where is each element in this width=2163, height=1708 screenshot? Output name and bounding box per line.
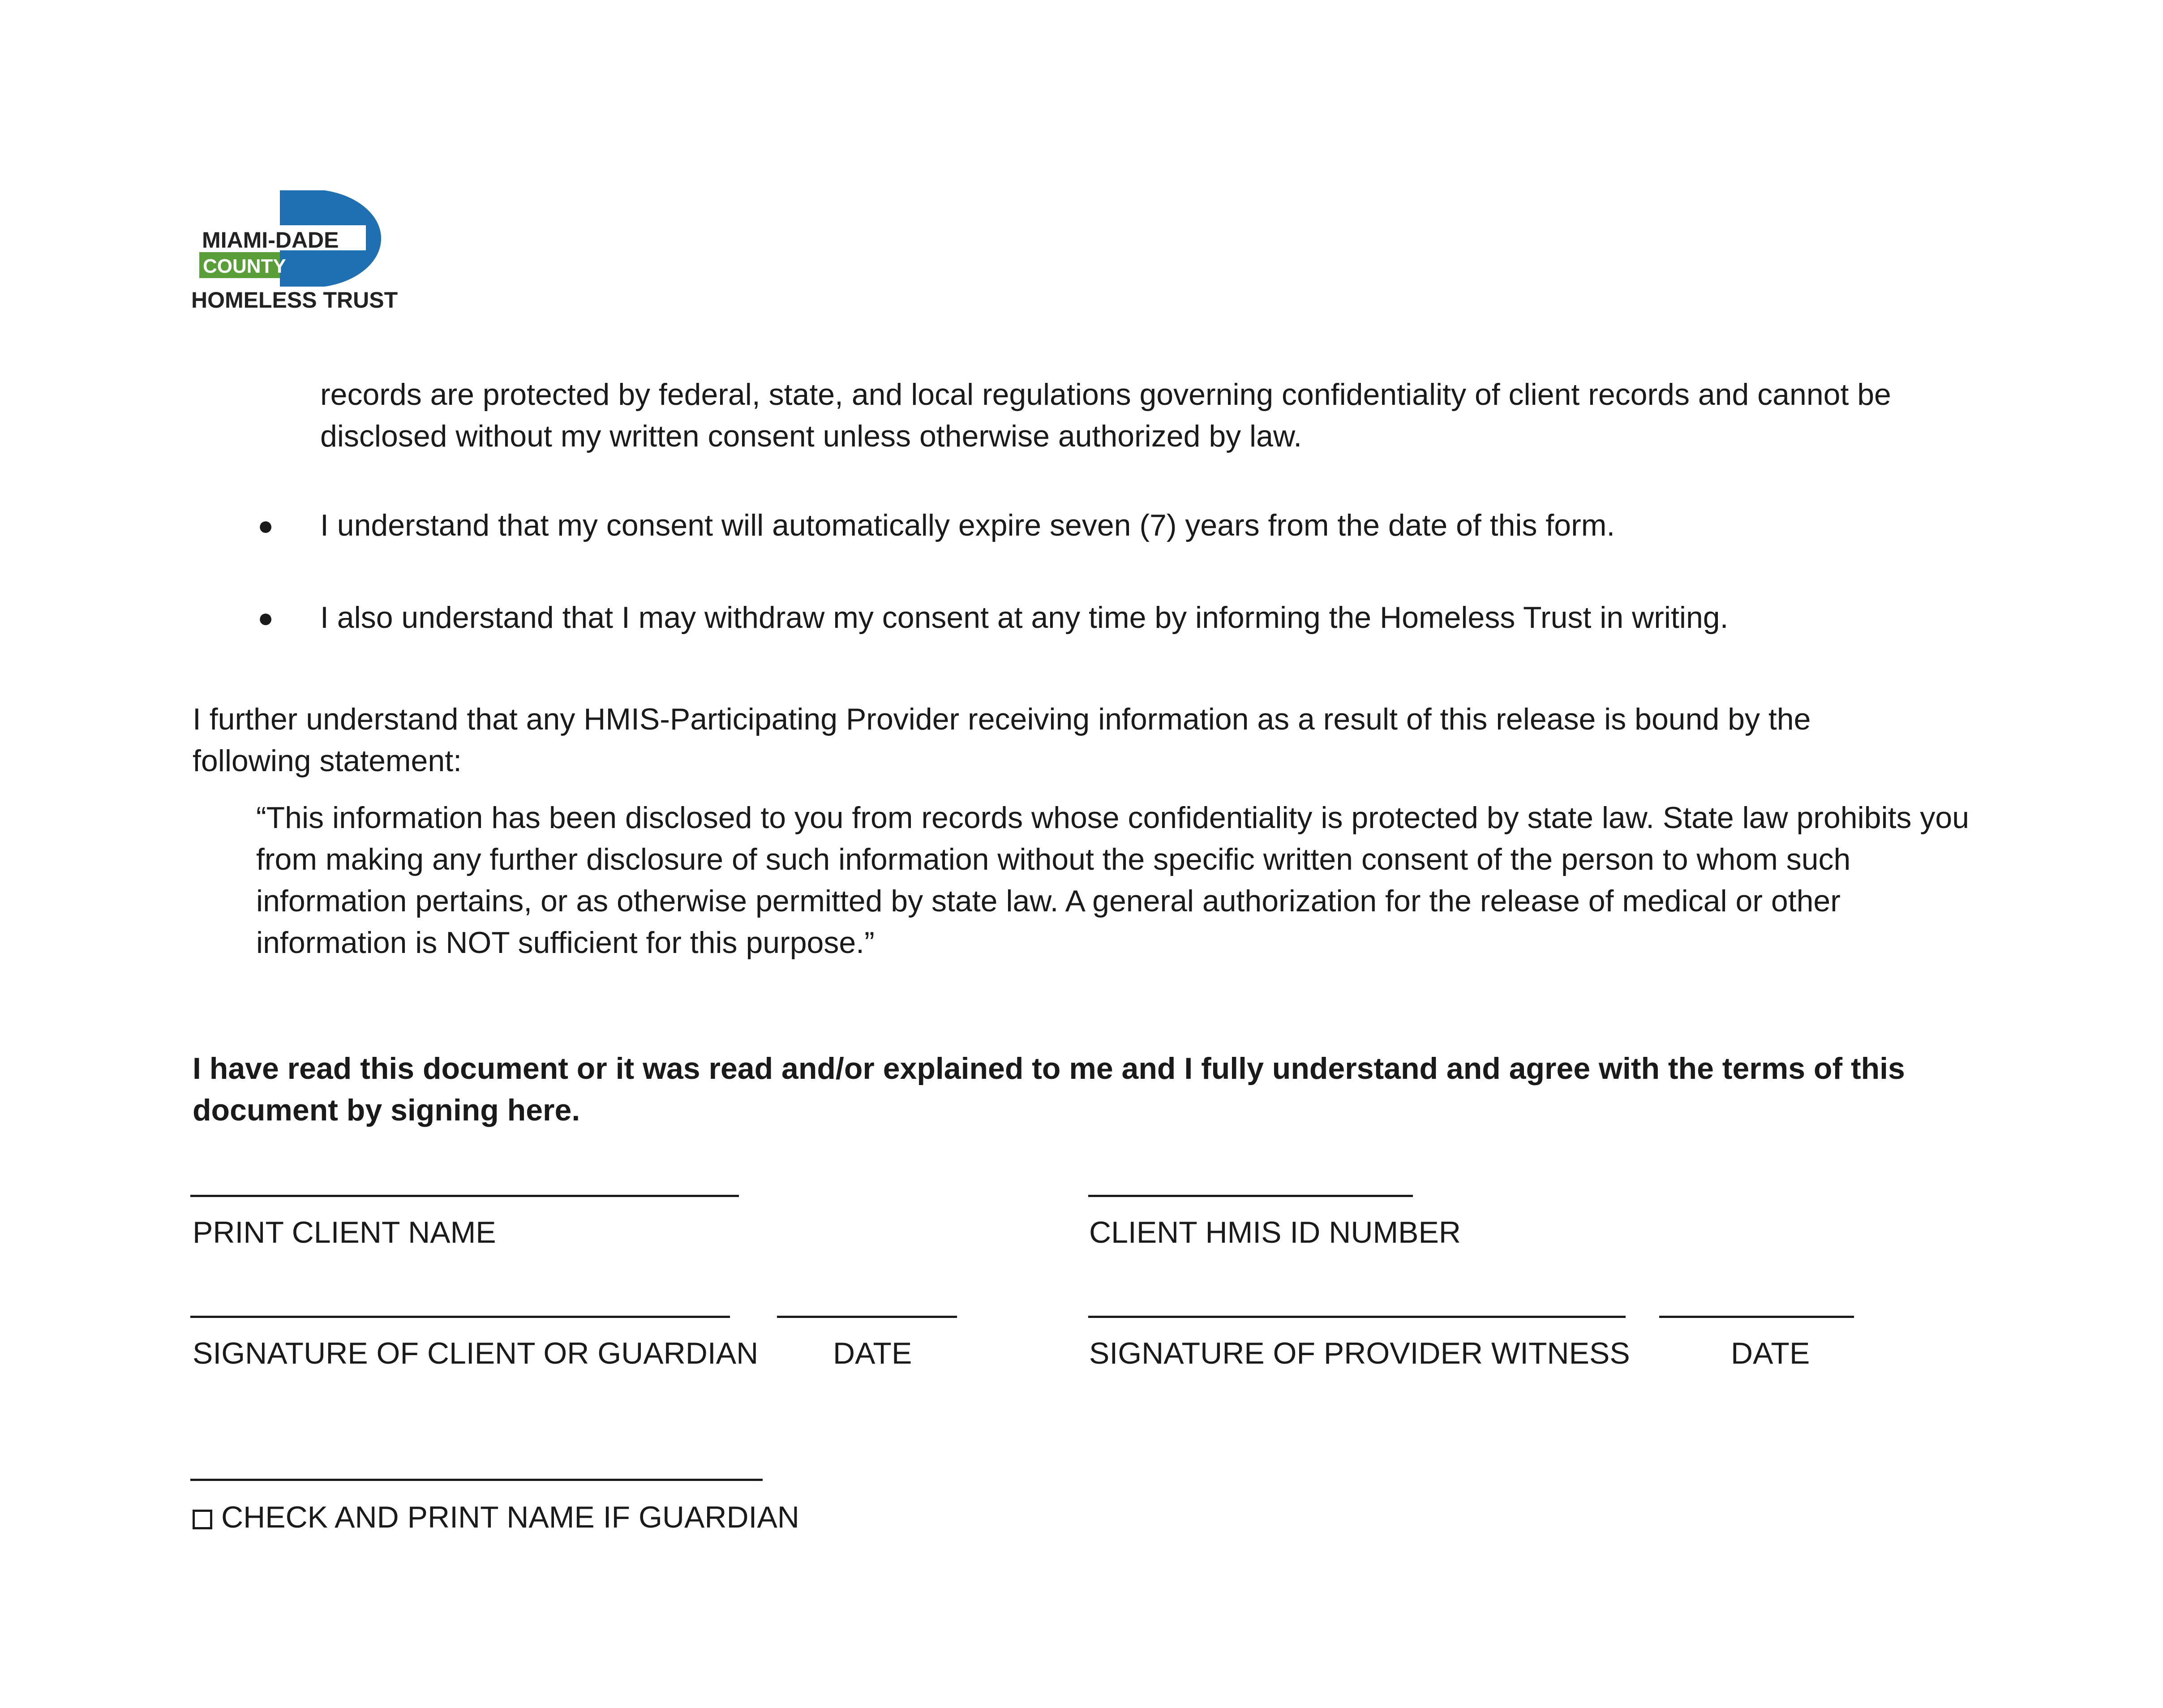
provider-date-line[interactable]: [1659, 1316, 1854, 1318]
client-signature-line[interactable]: [190, 1316, 730, 1318]
bullet-text: I understand that my consent will automatically expire seven (7) years from the date of this form.: [320, 508, 1615, 542]
logo-line2: COUNTY: [203, 255, 286, 277]
client-date-line[interactable]: [777, 1316, 957, 1318]
signature-provider-label: SIGNATURE OF PROVIDER WITNESS: [1089, 1336, 1630, 1370]
client-name-line[interactable]: [190, 1195, 739, 1197]
client-hmis-id-label: CLIENT HMIS ID NUMBER: [1089, 1215, 1461, 1249]
confidentiality-quote: “This information has been disclosed to you from records whose confidentiality is protected by state law. State law prohibits you from making any further disclosure of such information without the specific written consent of the person to whom such information pertains, or as otherwise permitted by state law. A general authorization for the release of medical or other information is NOT sufficient for this purpose.”: [256, 801, 1970, 960]
miami-dade-logo-icon: [190, 190, 405, 316]
print-client-name-label: PRINT CLIENT NAME: [193, 1215, 496, 1249]
date-client-label: DATE: [833, 1336, 912, 1370]
provider-signature-line[interactable]: [1088, 1316, 1626, 1318]
bullet-icon: ●: [258, 603, 274, 633]
bullet-icon: ●: [258, 511, 274, 541]
agreement-statement: I have read this document or it was read and/or explained to me and I fully understand and agree with the terms of this document by signing here.: [193, 1051, 1905, 1127]
guardian-check-row: [193, 1499, 799, 1535]
homeless-trust-logo: [190, 190, 405, 316]
further-statement: I further understand that any HMIS-Participating Provider receiving information as a result of this release is bound by the following statement:: [193, 702, 1811, 778]
logo-line3: HOMELESS TRUST: [191, 288, 398, 313]
date-provider-label: DATE: [1731, 1336, 1810, 1370]
consent-paragraph-continued: records are protected by federal, state, and local regulations governing confidentiality of client records and cannot be disclosed without my written consent unless otherwise authorized by law.: [320, 378, 1891, 453]
guardian-checkbox[interactable]: [193, 1510, 212, 1529]
signature-client-label: SIGNATURE OF CLIENT OR GUARDIAN: [193, 1336, 759, 1370]
hmis-id-line[interactable]: [1088, 1195, 1413, 1197]
guardian-name-line[interactable]: [190, 1479, 763, 1481]
bullet-text: I also understand that I may withdraw my consent at any time by informing the Homeless Trust in writing.: [320, 601, 1729, 635]
logo-line1: MIAMI-DADE: [202, 227, 339, 253]
guardian-check-label: CHECK AND PRINT NAME IF GUARDIAN: [221, 1500, 799, 1534]
